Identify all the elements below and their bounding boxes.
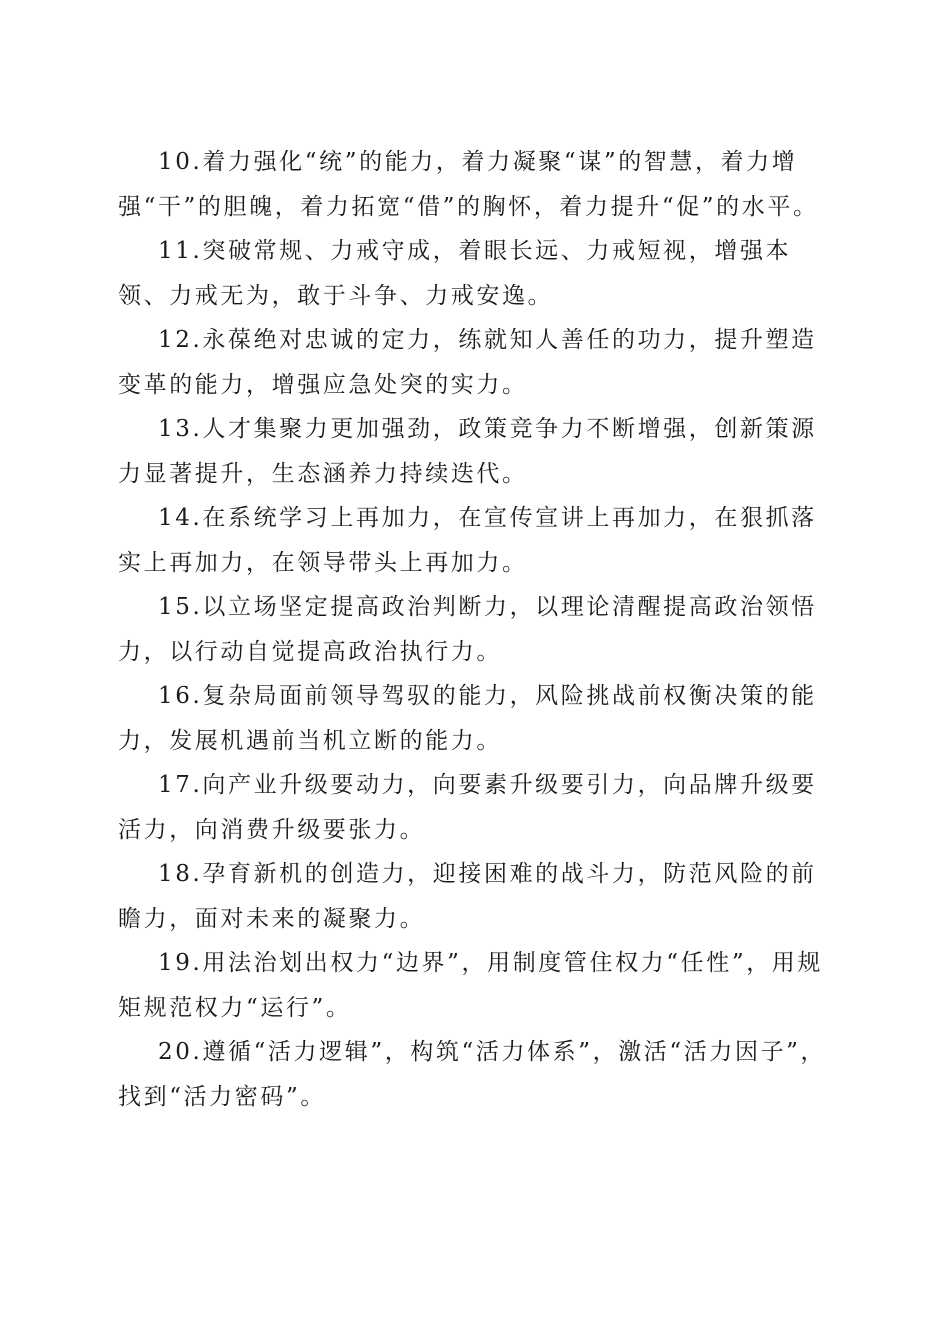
paragraph-20: 20.遵循“活力逻辑”，构筑“活力体系”，激活“活力因子”，找到“活力密码”。 — [118, 1039, 827, 1110]
paragraph-16: 16.复杂局面前领导驾驭的能力，风险挑战前权衡决策的能力，发展机遇前当机立断的能力。 — [118, 683, 817, 754]
document-body — [118, 140, 832, 1119]
paragraph-15: 15.以立场坚定提高政治判断力，以理论清醒提高政治领悟力，以行动自觉提高政治执行力。 — [118, 594, 817, 665]
paragraph-17: 17.向产业升级要动力，向要素升级要引力，向品牌升级要活力，向消费升级要张力。 — [118, 772, 817, 843]
paragraph-18: 18.孕育新机的创造力，迎接困难的战斗力，防范风险的前瞻力，面对未来的凝聚力。 — [118, 861, 817, 932]
paragraph-14: 14.在系统学习上再加力，在宣传宣讲上再加力，在狠抓落实上再加力，在领导带头上再加力。 — [118, 505, 817, 576]
paragraph-11: 11.突破常规、力戒守成，着眼长远、力戒短视，增强本领、力戒无为，敢于斗争、力戒安逸。 — [118, 238, 792, 309]
paragraph-19: 19.用法治划出权力“边界”，用制度管住权力“任性”，用规矩规范权力“运行”。 — [118, 950, 824, 1021]
paragraph-12: 12.永葆绝对忠诚的定力，练就知人善任的功力，提升塑造变革的能力，增强应急处突的实力。 — [118, 327, 817, 398]
paragraph-10: 10.着力强化“统”的能力，着力凝聚“谋”的智慧，着力增强“干”的胆魄，着力拓宽“借”的胸怀，着力提升“促”的水平。 — [118, 149, 819, 220]
paragraph-13: 13.人才集聚力更加强劲，政策竞争力不断增强，创新策源力显著提升，生态涵养力持续迭代。 — [118, 416, 817, 487]
